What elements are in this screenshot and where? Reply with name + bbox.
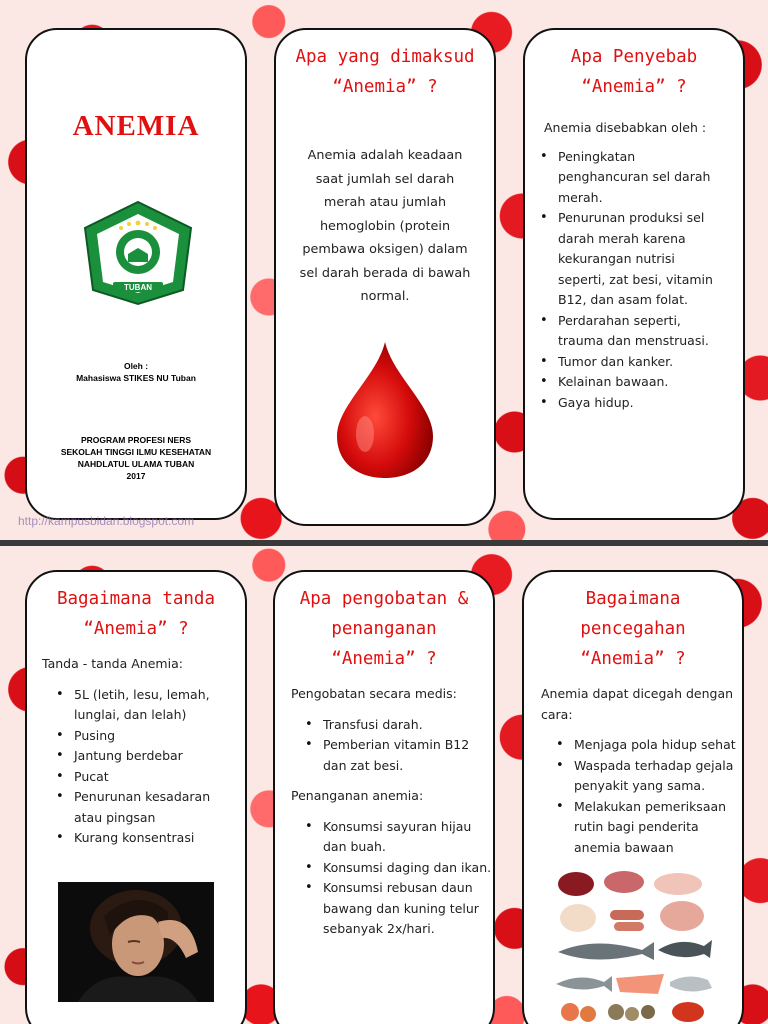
causes-panel — [523, 28, 745, 520]
list-item: • Perdarahan seperti, trauma dan menstruasi. — [558, 311, 743, 352]
list-item: • Pucat — [74, 767, 245, 788]
list-item: • 5L (letih, lesu, lemah, lunglai, dan lelah) — [74, 685, 245, 726]
medical-list — [275, 715, 493, 777]
list-item: • Konsumsi rebusan daun bawang dan kuning telur sebanyak 2x/hari. — [323, 878, 493, 940]
medical-label: Pengobatan secara medis: — [291, 686, 457, 701]
program-line: NAHDLATUL ULAMA TUBAN — [77, 459, 195, 469]
list-item: • Penurunan produksi sel darah merah karena kekurangan nutrisi seperti, zat besi, vitamin B12, dan asam folat. — [558, 208, 743, 311]
text-line: normal. — [360, 289, 410, 304]
text-line: saat jumlah sel darah — [315, 171, 455, 187]
list-item: • Transfusi darah. — [323, 715, 493, 736]
program-block — [27, 434, 245, 482]
watermark-link[interactable]: http://kampusbidan.blogspot.com — [18, 514, 195, 528]
list-item: • Jantung berdebar — [74, 746, 245, 767]
by-label: Oleh : — [123, 361, 149, 371]
text-line: pembawa oksigen) dalam — [302, 242, 468, 257]
heading-line: Bagaimana tanda — [56, 589, 216, 609]
heading-line: Apa Penyebab — [570, 47, 698, 67]
list-item: • Penurunan kesadaran atau pingsan — [74, 787, 245, 828]
definition-panel — [274, 28, 496, 526]
logo-banner-text: TUBAN — [124, 283, 152, 292]
signs-panel — [25, 570, 247, 1024]
causes-intro: Anemia disebabkan oleh : — [544, 120, 707, 135]
causes-list — [525, 147, 743, 414]
list-item: • Melakukan pemeriksaan rutin bagi penderita anemia bawaan — [574, 797, 742, 859]
list-item: • Tumor dan kanker. — [558, 352, 743, 373]
causes-heading — [525, 42, 743, 102]
program-line: PROGRAM PROFESI NERS — [80, 435, 192, 445]
signs-intro: Tanda - tanda Anemia: — [42, 656, 183, 671]
text-line: hemoglobin (protein — [319, 218, 451, 234]
treatment-heading — [275, 584, 493, 674]
prevention-panel — [522, 570, 744, 1024]
cover-title: ANEMIA — [72, 110, 200, 142]
list-item: • Kelainan bawaan. — [558, 372, 743, 393]
care-label: Penanganan anemia: — [291, 788, 424, 803]
brochure-inside — [0, 546, 768, 1024]
heading-line: “Anemia” ? — [581, 77, 687, 97]
text-line: sel darah berada di bawah — [299, 265, 471, 281]
text-line: merah atau jumlah — [323, 195, 447, 210]
prevention-heading — [524, 584, 742, 674]
cover-panel — [25, 28, 247, 520]
text-line: Anemia adalah keadaan — [307, 148, 463, 163]
definition-heading — [276, 42, 494, 102]
headache-woman-photo — [58, 882, 214, 1002]
list-item: • Gaya hidup. — [558, 393, 743, 414]
heading-line: “Anemia” ? — [83, 619, 189, 639]
heading-line: penanganan — [331, 619, 437, 639]
prevention-list — [524, 735, 742, 858]
heading-line: Bagaimana — [585, 589, 681, 609]
heading-line: “Anemia” ? — [331, 649, 437, 669]
heading-line: Apa yang dimaksud — [295, 47, 475, 67]
list-item: • Pusing — [74, 726, 245, 747]
blood-drop-icon — [323, 336, 447, 482]
signs-list — [27, 685, 245, 849]
school-logo — [79, 198, 197, 308]
list-item: • Kurang konsentrasi — [74, 828, 245, 849]
program-line: 2017 — [126, 471, 146, 481]
program-line: SEKOLAH TINGGI ILMU KESEHATAN — [60, 447, 212, 457]
list-item: • Pemberian vitamin B12 dan zat besi. — [323, 735, 493, 776]
food-meat-fish-image — [554, 866, 714, 1024]
list-item: • Peningkatan penghancuran sel darah merah. — [558, 147, 743, 209]
list-item: • Menjaga pola hidup sehat — [574, 735, 742, 756]
prevention-intro: Anemia dapat dicegah dengan cara: — [541, 686, 734, 722]
signs-heading — [27, 584, 245, 644]
list-item: • Waspada terhadap gejala penyakit yang sama. — [574, 756, 742, 797]
by-name: Mahasiswa STIKES NU Tuban — [76, 373, 196, 383]
heading-line: “Anemia” ? — [332, 77, 438, 97]
heading-line: Apa pengobatan & — [299, 589, 469, 609]
definition-text — [276, 144, 494, 309]
care-list — [275, 817, 493, 940]
heading-line: “Anemia” ? — [580, 649, 686, 669]
treatment-panel — [273, 570, 495, 1024]
author-block — [27, 360, 245, 384]
list-item: • Konsumsi daging dan ikan. — [323, 858, 493, 879]
heading-line: pencegahan — [580, 619, 686, 639]
list-item: • Konsumsi sayuran hijau dan buah. — [323, 817, 493, 858]
